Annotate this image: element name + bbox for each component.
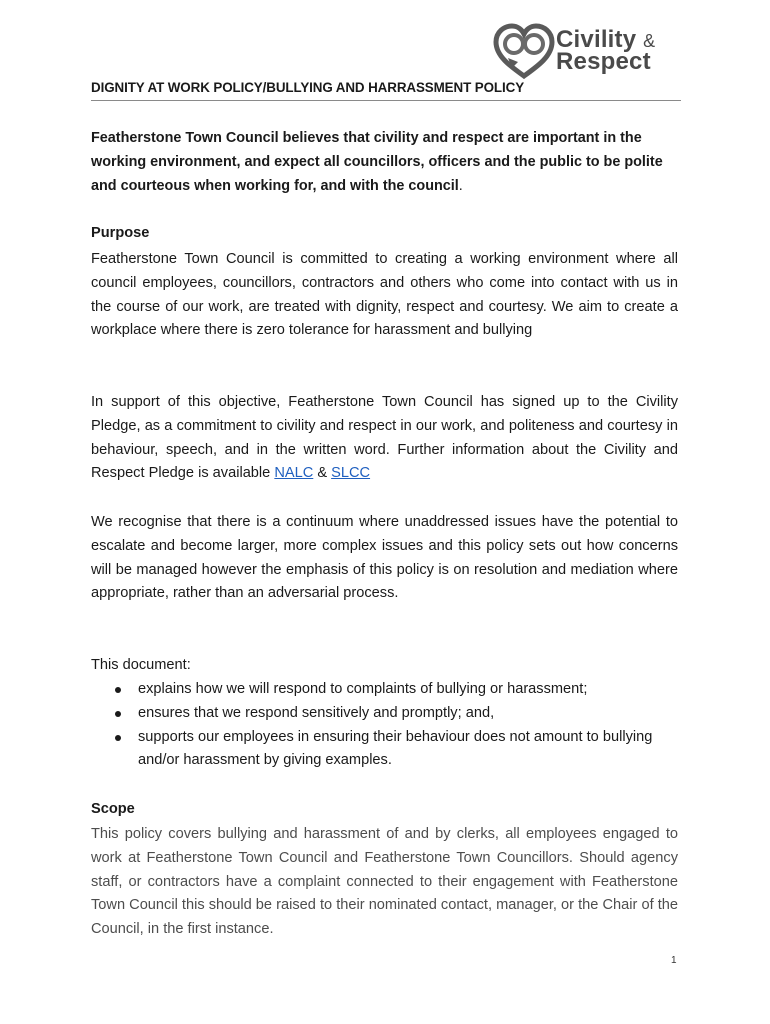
scope-paragraph: This policy covers bullying and harassment of and by clerks, all employees engaged to work at Featherstone Town Council and Featherstone Town Councillors. Should agency staff, or contractors have a complaint connected to their engagement with Featherstone Town Council this should be raised to their nominated contact, manager, or the Chair of the Council, in the first instance. <box>91 826 678 938</box>
list-item <box>91 678 678 702</box>
scope-heading: Scope <box>91 801 135 817</box>
nalc-link[interactable]: NALC <box>274 465 314 482</box>
bullet-icon <box>115 687 121 693</box>
document-intro: This document: <box>91 657 191 673</box>
civility-respect-logo <box>490 22 680 80</box>
logo-wordmark <box>556 25 656 75</box>
logo-ampersand: & <box>643 30 656 51</box>
bullet-text: ensures that we respond sensitively and promptly; and, <box>138 704 495 721</box>
purpose-heading: Purpose <box>91 225 150 241</box>
bullet-icon <box>115 735 121 741</box>
bullet-text: explains how we will respond to complaints of bullying or harassment; <box>138 681 588 697</box>
slcc-link[interactable]: SLCC <box>331 465 371 482</box>
purpose-paragraph-2 <box>91 391 678 486</box>
list-item <box>91 702 678 726</box>
purpose-paragraph-1: Featherstone Town Council is committed to creating a working environment where all council employees, councillors, contractors and others who come into contact with us in the course of our work, are treated with dignity, respect and courtesy. We aim to create a workplace where there is zero tolerance for harassment and bullying <box>91 251 678 339</box>
document-bullet-list <box>91 678 678 773</box>
heart-speech-logo-icon <box>490 22 558 80</box>
page-number: 1 <box>671 955 677 966</box>
logo-civility: Civility <box>556 25 637 53</box>
intro-period: . <box>458 177 463 194</box>
purpose-paragraph-3: We recognise that there is a continuum where unaddressed issues have the potential to escalate and become larger, more complex issues and this policy sets out how concerns will be managed however the emphasis of this policy is on resolution and mediation where appropriate, rather than an adversarial process. <box>91 514 678 602</box>
bullet-text: supports our employees in ensuring their behaviour does not amount to bullying and/or harassment by giving examples. <box>138 728 653 769</box>
bullet-icon <box>115 711 121 717</box>
logo-respect: Respect <box>556 48 651 75</box>
pledge-text: In support of this objective, Featherstone Town Council has signed up to the Civility Pledge, as a commitment to civility and respect in our work, and politeness and courtesy in behaviour, speech, and in the written word. Further information about the Civility and Respect Pledge is available <box>91 394 678 482</box>
intro-paragraph <box>91 127 678 198</box>
link-separator: & <box>313 465 332 482</box>
intro-text: Featherstone Town Council believes that civility and respect are important in the working environment, and expect all councillors, officers and the public to be polite and courteous when working for, and with the council <box>91 130 663 194</box>
list-item <box>91 726 678 774</box>
document-title: DIGNITY AT WORK POLICY/BULLYING AND HARRASSMENT POLICY <box>91 80 681 101</box>
